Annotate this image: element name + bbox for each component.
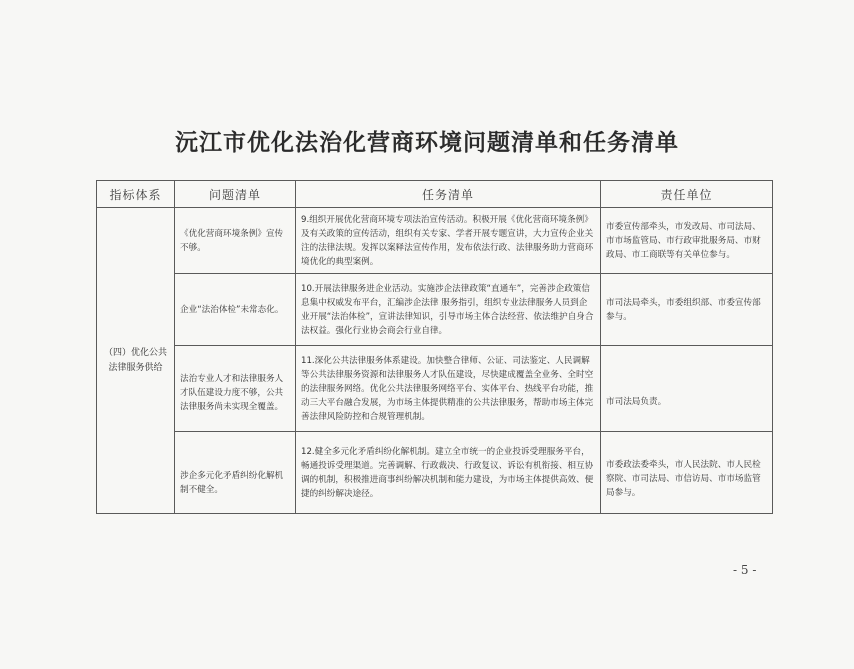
responsible-text: 市司法局负责。 — [606, 397, 667, 407]
problem-cell — [175, 208, 296, 274]
task-cell — [296, 346, 601, 432]
task-table — [96, 180, 773, 514]
responsible-cell — [601, 346, 773, 432]
table-row — [97, 208, 773, 274]
table-header-row — [97, 181, 773, 208]
responsible-text: 市司法局牵头，市委组织部、市委宣传部参与。 — [606, 297, 761, 322]
problem-text: 《优化营商环境条例》宣传不够。 — [180, 228, 284, 253]
task-cell — [296, 432, 601, 514]
responsible-cell — [601, 274, 773, 346]
problem-cell — [175, 432, 296, 514]
header-problem: 问题清单 — [175, 181, 296, 208]
problem-text: 企业“法治体检”未常态化。 — [180, 304, 284, 315]
responsible-text: 市委政法委牵头，市人民法院、市人民检察院、市司法局、市信访局、市市场监管局参与。 — [606, 460, 761, 498]
task-text: 10.开展法律服务进企业活动。实施涉企法律政策“直通车”，完善涉企政策信息集中权威发布平台，汇编涉企法律 服务指引，组织专业法律服务人员到企业开展“法治体检”，宣讲法律知识，引导市场主体合法经营、依法维护自身合法权益。强化行业协会商会行业自律。 — [301, 283, 594, 336]
header-indicator: 指标体系 — [97, 181, 175, 208]
page-number: - 5 - — [733, 563, 757, 577]
problem-text: 法治专业人才和法律服务人才队伍建设力度不够，公共法律服务尚未实现全覆盖。 — [180, 374, 284, 412]
problem-cell — [175, 346, 296, 432]
problem-cell — [175, 274, 296, 346]
problem-text: 涉企多元化矛盾纠纷化解机制不健全。 — [180, 471, 284, 495]
header-responsible: 责任单位 — [601, 181, 773, 208]
table-row — [97, 346, 773, 432]
responsible-cell — [601, 432, 773, 514]
responsible-cell — [601, 208, 773, 274]
task-cell — [296, 274, 601, 346]
table-row — [97, 274, 773, 346]
task-text: 11.深化公共法律服务体系建设。加快整合律师、公证、司法鉴定、人民调解等公共法律服务资源和法律服务人才队伍建设，尽快建成覆盖全业务、全时空的法律服务网络。优化公共法律服务网络平台、实体平台、热线平台功能，推动三大平台融合发展，为市场主体提供精准的公共法律服务，帮助市场主体完善法律风险防控和合规管理机制。 — [301, 355, 594, 422]
page-title: 沅江市优化法治化营商环境问题清单和任务清单 — [175, 129, 679, 156]
header-task: 任务清单 — [296, 181, 601, 208]
indicator-cell: （四）优化公共法律服务供给 — [97, 208, 175, 514]
table-row — [97, 432, 773, 514]
responsible-text: 市委宣传部牵头，市发改局、市司法局、市市场监管局、市行政审批服务局、市财政局、市工商联等有关单位参与。 — [606, 222, 761, 260]
task-text: 12.健全多元化矛盾纠纷化解机制。建立全市统一的企业投诉受理服务平台，畅通投诉受理渠道。完善调解、行政裁决、行政复议、诉讼有机衔接、相互协调的机制，积极推进商事纠纷解决机制和能力建设，为市场主体提供高效、便捷的纠纷解决途径。 — [301, 446, 594, 499]
task-cell — [296, 208, 601, 274]
task-text: 9.组织开展优化营商环境专项法治宣传活动。积极开展《优化营商环境条例》及有关政策的宣传活动，组织有关专家、学者开展专题宣讲，大力宣传企业关注的法律法规。发挥以案释法宣传作用，发布依法行政、法律服务助力营商环境优化的典型案例。 — [301, 214, 594, 267]
